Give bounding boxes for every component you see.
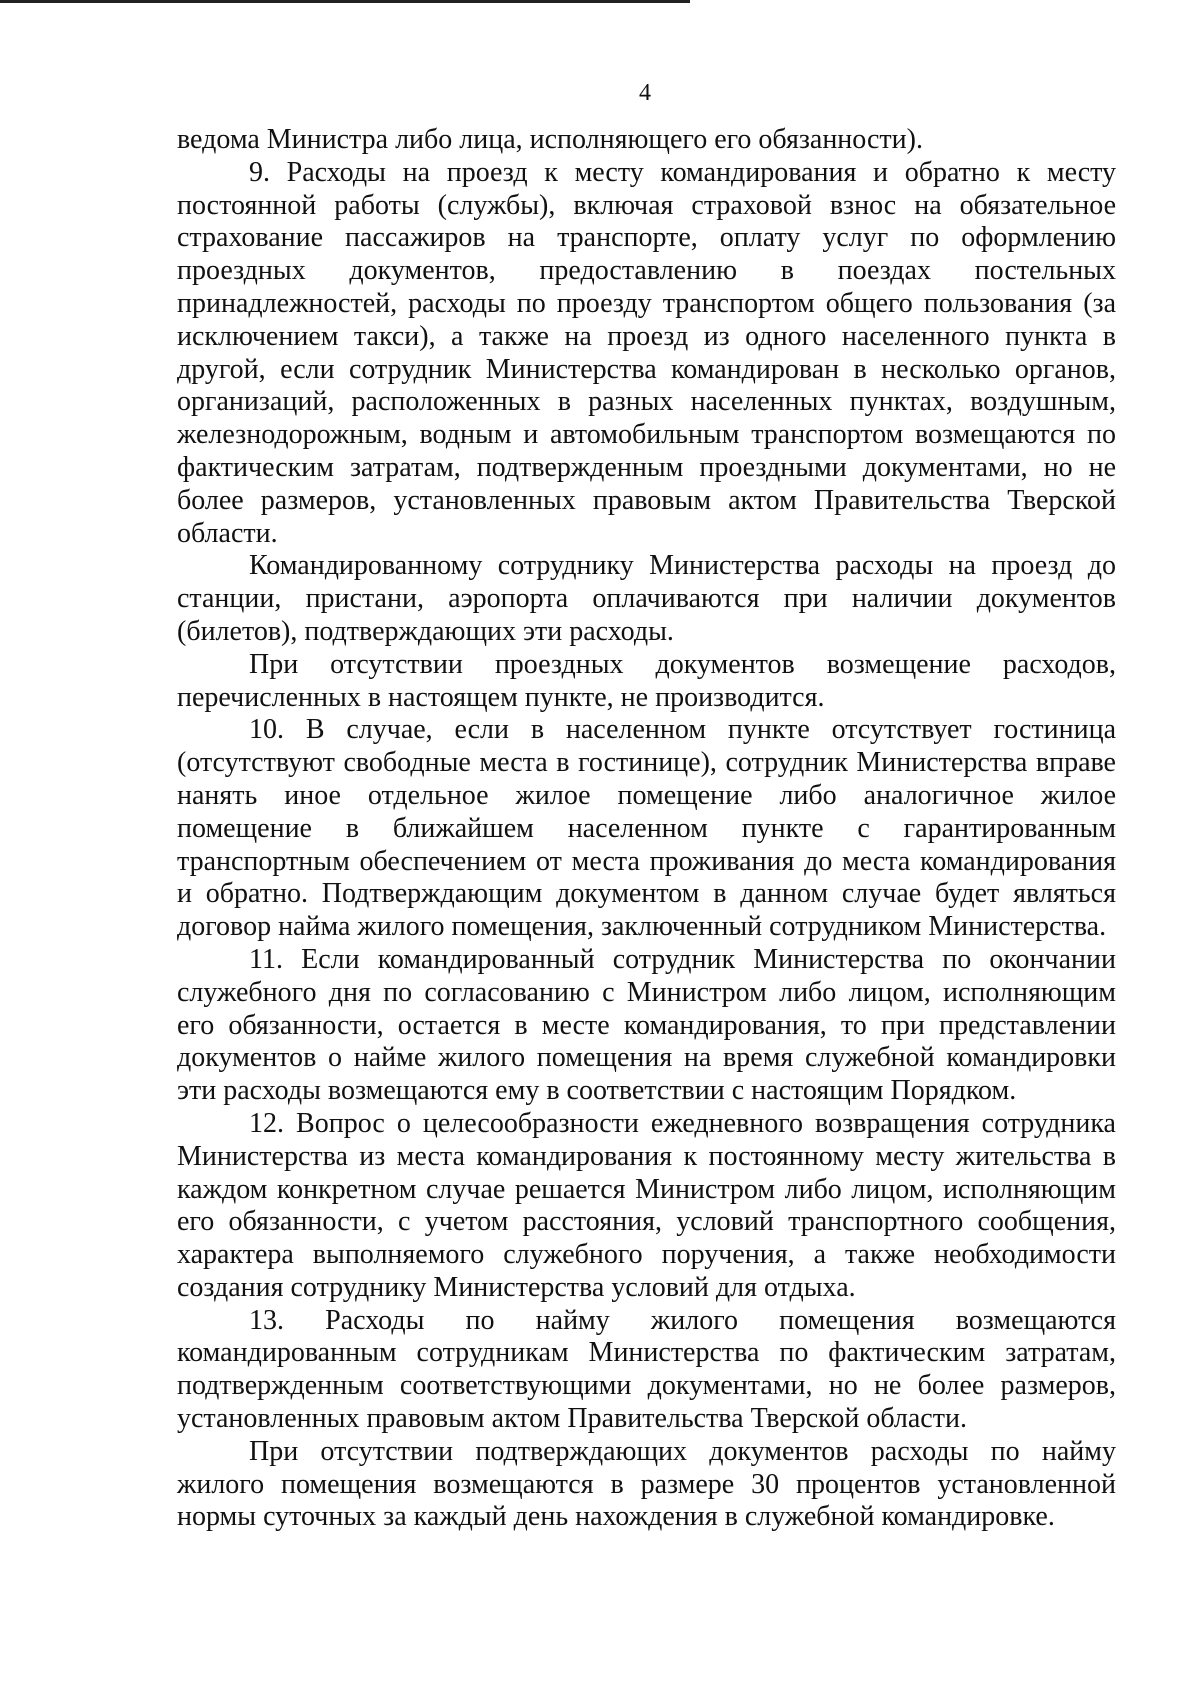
paragraph-item-9-no-documents: При отсутствии проездных документов возмещение расходов, перечисленных в настоящем пункте, не производится. [177,648,1116,713]
document-body [177,124,1116,1534]
paragraph-item-11: 11. Если командированный сотрудник Министерства по окончании служебного дня по согласованию с Министром либо лицом, исполняющим его обязанности, остается в месте командирования, то при представлении документов о найме жилого помещения на время служебной командировки эти расходы возмещаются ему в соответствии с настоящим Порядком. [177,943,1116,1107]
paragraph-item-13-no-documents: При отсутствии подтверждающих документов расходы по найму жилого помещения возмещаются в размере 30 процентов установленной нормы суточных за каждый день нахождения в служебной командировке. [177,1435,1116,1533]
paragraph-continuation: ведома Министра либо лица, исполняющего его обязанности). [177,124,923,155]
paragraph-item-9-station-costs: Командированному сотруднику Министерства расходы на проезд до станции, пристани, аэропорта оплачиваются при наличии документов (билетов), подтверждающих эти расходы. [177,550,1116,647]
paragraph-item-10: 10. В случае, если в населенном пункте отсутствует гостиница (отсутствуют свободные места в гостинице), сотрудник Министерства вправе нанять иное отдельное жилое помещение либо аналогичное жилое помещение в ближайшем населенном пункте с гарантированным транспортным обеспечением от места проживания до места командирования и обратно. Подтверждающим документом в данном случае будет являться договор найма жилого помещения, заключенный сотрудником Министерства. [177,714,1116,943]
paragraph-item-13: 13. Расходы по найму жилого помещения возмещаются командированным сотрудникам Министерства по фактическим затратам, подтвержденным соответствующими документами, но не более размеров, установленных правовым актом Правительства Тверской области. [177,1304,1116,1435]
paragraph-item-12: 12. Вопрос о целесообразности ежедневного возвращения сотрудника Министерства из места командирования к постоянному месту жительства в каждом конкретном случае решается Министром либо лицом, исполняющим его обязанности, с учетом расстояния, условий транспортного сообщения, характера выполняемого служебного поручения, а также необходимости создания сотруднику Министерства условий для отдыха. [177,1107,1116,1303]
page-number: 4 [639,80,651,106]
paragraph-item-9: 9. Расходы на проезд к месту командирования и обратно к месту постоянной работы (службы), включая страховой взнос на обязательное страхование пассажиров на транспорте, оплату услуг по оформлению проездных документов, предоставлению в поездах постельных принадлежностей, расходы по проезду транспортом общего пользования (за исключением такси), а также на проезд из одного населенного пункта в другой, если сотрудник Министерства командирован в несколько органов, организаций, расположенных в разных населенных пунктах, воздушным, железнодорожным, водным и автомобильным транспортом возмещаются по фактическим затратам, подтвержденным проездными документами, но не более размеров, установленных правовым актом Правительства Тверской области. [177,156,1116,549]
scan-top-edge-line [0,0,690,3]
